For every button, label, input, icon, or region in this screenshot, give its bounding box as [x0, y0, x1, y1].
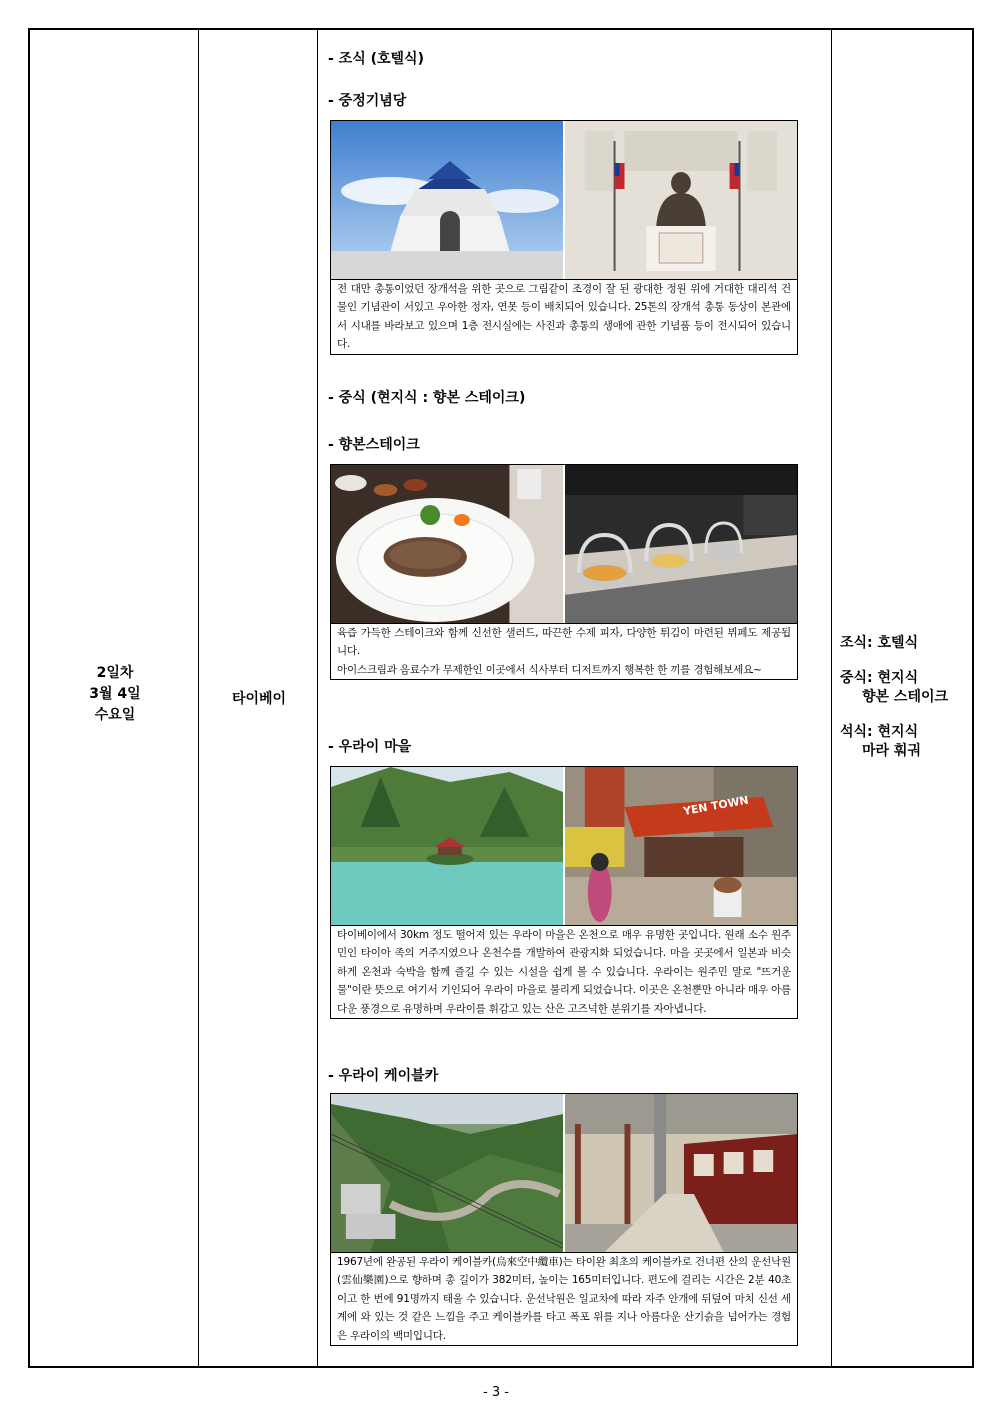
page-number: - 3 -: [483, 1385, 509, 1400]
meal-lunch: 중식: 현지식: [840, 670, 919, 686]
section-description: 육즙 가득한 스테이크와 함께 신선한 샐러드, 따끈한 수제 피자, 다양한 튀김이 마련된 뷔페도 제공됩니다.: [337, 627, 791, 658]
meal-lunch-detail: 향본 스테이크: [862, 689, 949, 705]
section-heading: - 향본스테이크: [328, 437, 420, 453]
steak-photo: [331, 465, 563, 623]
meal-dinner: 석식: 현지식: [840, 724, 919, 740]
section-description: 타이베이에서 30km 정도 떨어져 있는 우라이 마을은 온천으로 매우 유명한 곳입니다. 원래 소수 원주민인 타이아 족의 거주지였으나 온천수를 개발하여 관광지화 되었습니다. 마을 곳곳에서 일본과 비슷하게 온천과 숙박을 함께 즐길 수 있는 시설을 쉽게 볼 수 있습니다. 우라이는 원주민 말로 "뜨거운 물"이란 뜻으로 여기서 기인되어 우라이 마을로 불리게 되었습니다. 이곳은 온천뿐만 아니라 매우 아름다운 풍경으로 유명하며 우라이를 휘감고 있는 산은 고즈넉한 분위기를 자아냅니다.: [337, 929, 791, 1015]
buffet-photo: [563, 465, 797, 623]
section-heading: - 중정기념당: [328, 93, 407, 109]
city-cell: 타이베이: [231, 691, 287, 707]
day-label: 2일차: [96, 665, 134, 681]
memorial-hall-photo: [331, 121, 563, 279]
day-date: 3월 4일: [89, 686, 141, 702]
meals-cell: [840, 634, 974, 761]
statue-photo: [563, 121, 797, 279]
wulai-lake-photo: [331, 767, 563, 925]
section-heading: - 우라이 마을: [328, 739, 412, 755]
day-cell: [30, 663, 200, 726]
photo-box-steak: [330, 464, 798, 680]
meal-dinner-detail: 마라 훠궈: [862, 743, 921, 759]
section-heading: - 우라이 케이블카: [328, 1068, 439, 1084]
itinerary-table: [28, 28, 974, 1368]
photo-box-cable-car: [330, 1093, 798, 1346]
meal-breakfast: 조식: 호텔식: [840, 635, 919, 651]
cable-car-photo: [563, 1094, 797, 1252]
section-description: 아이스크림과 음료수가 무제한인 이곳에서 식사부터 디저트까지 행복한 한 끼를 경험해보세요~: [337, 663, 762, 676]
section-description: 1967년에 완공된 우라이 케이블카(烏來空中纜車)는 타이완 최초의 케이블카로 건너편 산의 운선낙원(雲仙樂園)으로 향하며 총 길이가 382미터, 높이는 165미터입니다. 편도에 걸리는 시간은 2분 40초이고 한 번에 91명까지 태울 수 있습니다. 운선낙원은 일교차에 따라 자주 안개에 뒤덮여 마치 신선 세계에 와 있는 것 같은 느낌을 주고 케이블카를 타고 폭포 위를 지나 아름다운 산기슭을 넘어가는 경험은 우라이의 백미입니다.: [337, 1256, 791, 1342]
valley-photo: [331, 1094, 563, 1252]
wulai-street-photo: [563, 767, 797, 925]
day-weekday: 수요일: [94, 707, 136, 723]
yen-town-sign: YEN TOWN: [682, 793, 750, 818]
section-heading: - 중식 (현지식 : 향본 스테이크): [328, 390, 526, 406]
photo-box-memorial: [330, 120, 798, 355]
photo-box-wulai-village: [330, 766, 798, 1019]
section-description: 전 대만 총통이었던 장개석을 위한 곳으로 그림같이 조경이 잘 된 광대한 정원 위에 거대한 대리석 건물인 기념관이 서있고 우아한 정자, 연못 등이 배치되어 있습니다. 25톤의 장개석 총통 동상이 본관에서 시내를 바라보고 있으며 1층 전시실에는 사진과 총통의 생애에 관한 기념품 등이 전시되어 있습니다.: [337, 283, 791, 351]
section-heading: - 조식 (호텔식): [328, 51, 424, 67]
column-divider: [831, 30, 832, 1366]
